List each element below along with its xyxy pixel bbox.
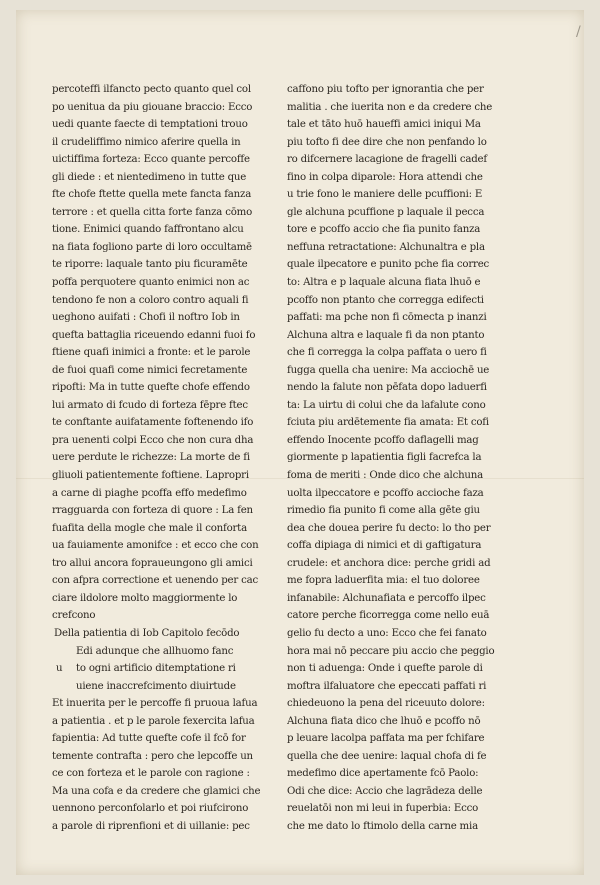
text-line [52, 414, 274, 432]
text-line [52, 116, 274, 134]
text-line [287, 678, 509, 696]
line-text: hora mai nō peccare piu accio che peggio [287, 645, 495, 657]
text-line [52, 537, 274, 555]
text-line [287, 274, 509, 292]
line-text: tore e pcoffo accio che fia punito fanza [287, 224, 481, 236]
line-text: Alchuna altra e laquale fi da non ptanto [287, 329, 485, 341]
line-text: quefta battaglia riceuendo edanni fuoi fo [52, 329, 256, 341]
line-text: ciare ildolore molto maggiormente lo [52, 592, 238, 604]
text-line [287, 818, 509, 836]
line-text: quella che dee uenire: laqual chofa di fe [287, 750, 487, 762]
line-text: Edi adunque che allhuomo fanc [76, 645, 234, 657]
text-line [52, 432, 274, 450]
line-text: poffa perquotere quanto enimici non ac [52, 277, 250, 289]
text-line [287, 695, 509, 713]
line-text: fuafita della mogle che male il conforta [52, 522, 247, 534]
line-text: Alchuna fiata dico che lhuō e pcoffo nō [287, 715, 481, 727]
line-text: temente contrafta : pero che lepcoffe un [52, 750, 253, 762]
line-text: to: Altra e p laquale alcuna fiata lhuō e [287, 277, 481, 289]
line-text: pra uenenti colpi Ecco che non cura dha [52, 434, 254, 446]
text-line [52, 81, 274, 99]
right-text-column [287, 81, 509, 836]
line-text: neffuna retractatione: Alchunaltra e pla [287, 241, 485, 253]
text-line [287, 256, 509, 274]
text-line [287, 81, 509, 99]
text-line [287, 572, 509, 590]
line-text: nendo la falute non pēfata dopo laduerfi [287, 382, 487, 394]
text-line [52, 590, 274, 608]
line-text: tro allui ancora fopraueungono gli amici [52, 557, 253, 569]
text-line [287, 344, 509, 362]
line-text: caffono piu tofto per ignorantia che per [287, 84, 484, 95]
text-line [52, 660, 274, 678]
line-text: catore perche ficorregga come nello euā [287, 610, 490, 622]
line-text: medefimo dice apertamente fcō Paolo: [287, 768, 479, 780]
text-line [52, 151, 274, 169]
line-text: gli diede : et nientedimeno in tutte que [52, 171, 247, 183]
left-text-column [52, 81, 274, 836]
text-line [52, 292, 274, 310]
line-text: che fi corregga la colpa paffata o uero fi [287, 347, 487, 359]
guide-letter: u [56, 663, 63, 675]
line-text: reuelatōi non mi leui in fuperbia: Ecco [287, 803, 479, 815]
text-line [52, 607, 274, 625]
text-line [287, 748, 509, 766]
chapter-heading [52, 625, 274, 643]
text-line [287, 607, 509, 625]
line-text: piu tofto fi dee dire che non penfando lo [287, 136, 487, 148]
line-text: terrore : et quella citta forte fanza cōmo [52, 206, 253, 218]
text-line [52, 713, 274, 731]
text-line [52, 309, 274, 327]
text-line [287, 643, 509, 661]
line-text: uedi quante faecte di temptationi trouo [52, 119, 248, 131]
text-line [287, 590, 509, 608]
text-line [287, 327, 509, 345]
text-line [52, 362, 274, 380]
line-text: tione. Enimici quando faffrontano alcu [52, 224, 244, 236]
text-line [287, 309, 509, 327]
text-line [52, 449, 274, 467]
line-text: gliuoli patientemente foftiene. Lapropri [52, 470, 249, 482]
line-text: crudele: et anchora dice: perche gridi ad [287, 557, 491, 569]
text-line [52, 467, 274, 485]
text-line [287, 502, 509, 520]
text-line [287, 537, 509, 555]
line-text: fte chofe ftette quella mete fancta fanza [52, 189, 252, 201]
line-text: Ma una cofa e da credere che glamici che [52, 785, 261, 797]
text-line [287, 362, 509, 380]
text-line [287, 449, 509, 467]
text-line [52, 379, 274, 397]
line-text: foma de meriti : Onde dico che alchuna [287, 470, 484, 482]
text-line [287, 134, 509, 152]
line-text: paffati: ma pche non fi cōmecta p inanzi [287, 312, 487, 324]
line-text: quale ilpecatore e punito pche fia correc [287, 259, 490, 271]
line-text: rragguarda con forteza di quore : La fen [52, 505, 253, 517]
text-line [287, 99, 509, 117]
line-text: po uenitua da piu giouane braccio: Ecco [52, 101, 253, 113]
line-text: uiene inaccrefcimento diuirtude [76, 680, 236, 692]
text-line [52, 695, 274, 713]
line-text: Odi che dice: Accio che lagrādeza delle [287, 785, 483, 797]
text-line [287, 186, 509, 204]
text-line [52, 818, 274, 836]
text-line [52, 327, 274, 345]
line-text: tale et tāto huō haueffi amici iniqui Ma [287, 119, 481, 131]
text-line [52, 520, 274, 538]
text-line [287, 414, 509, 432]
line-text: gelio fu decto a uno: Ecco che fei fanato [287, 627, 487, 639]
line-text: u trie fono le maniere delle pcuffioni: E [287, 189, 483, 201]
line-text: a parole di riprenfioni et di uillanie: pec [52, 820, 250, 832]
line-text: de fuoi quafi come nimici fecretamente [52, 364, 248, 376]
line-text: coffa dipiaga di nimici et di gaftigatura [287, 540, 482, 552]
line-text: gle alchuna pcuffione p laquale il pecca [287, 206, 485, 218]
line-text: pcoffo non ptanto che corregga edifecti [287, 294, 484, 306]
line-text: che me dato lo ftimolo della carne mia [287, 820, 478, 832]
line-text: dea che douea perire fu decto: lo tho per [287, 522, 491, 534]
text-line [52, 344, 274, 362]
line-text: na fiata fogliono parte di loro occultamē [52, 241, 252, 253]
line-text: il crudeliffimo nimico aferire quella in [52, 136, 241, 148]
margin-annotation: / [576, 24, 581, 40]
text-line [52, 169, 274, 187]
text-line [52, 730, 274, 748]
text-line [287, 169, 509, 187]
text-line [287, 555, 509, 573]
text-line [287, 221, 509, 239]
text-line [287, 713, 509, 731]
text-line [287, 432, 509, 450]
text-line [287, 116, 509, 134]
text-line [287, 730, 509, 748]
text-line [52, 783, 274, 801]
line-text: a carne di piaghe pcoffa effo medefimo [52, 487, 247, 499]
text-line [287, 379, 509, 397]
text-line [287, 397, 509, 415]
text-line [287, 520, 509, 538]
line-text: fapientia: Ad tutte quefte cofe il fcō for [52, 733, 246, 745]
text-line [52, 99, 274, 117]
text-line [287, 485, 509, 503]
line-text: te riporre: laquale tanto piu ficuramēte [52, 259, 248, 271]
text-line [287, 800, 509, 818]
line-text: lui armato di fcudo di forteza fēpre ftec [52, 399, 248, 411]
line-text: me fopra laduerfita mia: el tuo doloree [287, 575, 480, 587]
line-text: Et inuerita per le percoffe fi pruoua lafua [52, 698, 258, 710]
text-line [52, 134, 274, 152]
line-text: tendono fe non a coloro contro aquali fi [52, 294, 249, 306]
line-text: te conftante auifatamente foftenendo ifo [52, 417, 254, 429]
line-text: ftiene quafi inimici a fronte: et le parole [52, 347, 251, 359]
line-text: Della patientia di Iob Capitolo fecōdo [54, 627, 240, 639]
line-text: con afpra correctione et uenendo per cac [52, 575, 258, 587]
text-line [52, 555, 274, 573]
line-text: ua fauiamente amonifce : et ecco che con [52, 540, 259, 552]
text-line [52, 485, 274, 503]
text-line [52, 204, 274, 222]
line-text: crefcono [52, 610, 96, 622]
line-text: percoteffi ilfancto pecto quanto quel col [52, 84, 251, 95]
line-text: fino in colpa diparole: Hora attendi che [287, 171, 483, 183]
text-line [52, 678, 274, 696]
text-line [287, 765, 509, 783]
text-line [287, 204, 509, 222]
line-text: fciuta piu ardētemente fia amata: Et cofi [287, 417, 489, 429]
line-text: uennono perconfolarlo et poi riufcirono [52, 803, 249, 815]
text-line [287, 467, 509, 485]
line-text: rimedio fia punito fi come alla gēte giu [287, 505, 480, 517]
line-text: uolta ilpeccatore e pcoffo accioche faza [287, 487, 484, 499]
text-line [52, 274, 274, 292]
text-line [52, 239, 274, 257]
line-text: giormente p lapatientia figli facrefca la [287, 452, 482, 464]
text-line [52, 643, 274, 661]
book-page [16, 10, 584, 875]
line-text: ueghono auifati : Chofi il noftro Iob in [52, 312, 240, 324]
text-line [287, 660, 509, 678]
line-text: ce con forteza et le parole con ragione : [52, 768, 250, 780]
line-text: non ti aduenga: Onde i quefte parole di [287, 663, 483, 675]
line-text: infanabile: Alchunafiata e percoffo ilpec [287, 592, 486, 604]
line-text: a patientia . et p le parole fexercita lafua [52, 715, 255, 727]
text-line [52, 256, 274, 274]
line-text: moftra ilfaluatore che epeccati paffati ri [287, 680, 487, 692]
line-text: fugga quella cha uenire: Ma acciochē ue [287, 364, 490, 376]
line-text: malitia . che iuerita non e da credere che [287, 101, 493, 113]
line-text: ripofti: Ma in tutte quefte chofe effendo [52, 382, 250, 394]
text-line [287, 292, 509, 310]
line-text: uere perdute le richezze: La morte de fi [52, 452, 250, 464]
line-text: ta: La uirtu di colui che da lafalute cono [287, 399, 486, 411]
text-line [52, 748, 274, 766]
text-line [287, 151, 509, 169]
text-line [287, 625, 509, 643]
text-line [287, 239, 509, 257]
line-text: effendo Inocente pcoffo daflagelli mag [287, 434, 479, 446]
text-line [52, 502, 274, 520]
line-text: uictiffima forteza: Ecco quante percoffe [52, 154, 250, 166]
text-line [52, 765, 274, 783]
text-line [52, 186, 274, 204]
text-line [52, 572, 274, 590]
line-text: ro difcernere lacagione de fragelli cadef [287, 154, 487, 166]
text-line [52, 221, 274, 239]
text-line [52, 800, 274, 818]
text-line [287, 783, 509, 801]
text-line [52, 397, 274, 415]
line-text: chiedeuono la pena del riceuuto dolore: [287, 698, 485, 710]
line-text: p leuare lacolpa paffata ma per fchifare [287, 733, 485, 745]
line-text: to ogni artificio ditemptatione ri [76, 663, 236, 675]
